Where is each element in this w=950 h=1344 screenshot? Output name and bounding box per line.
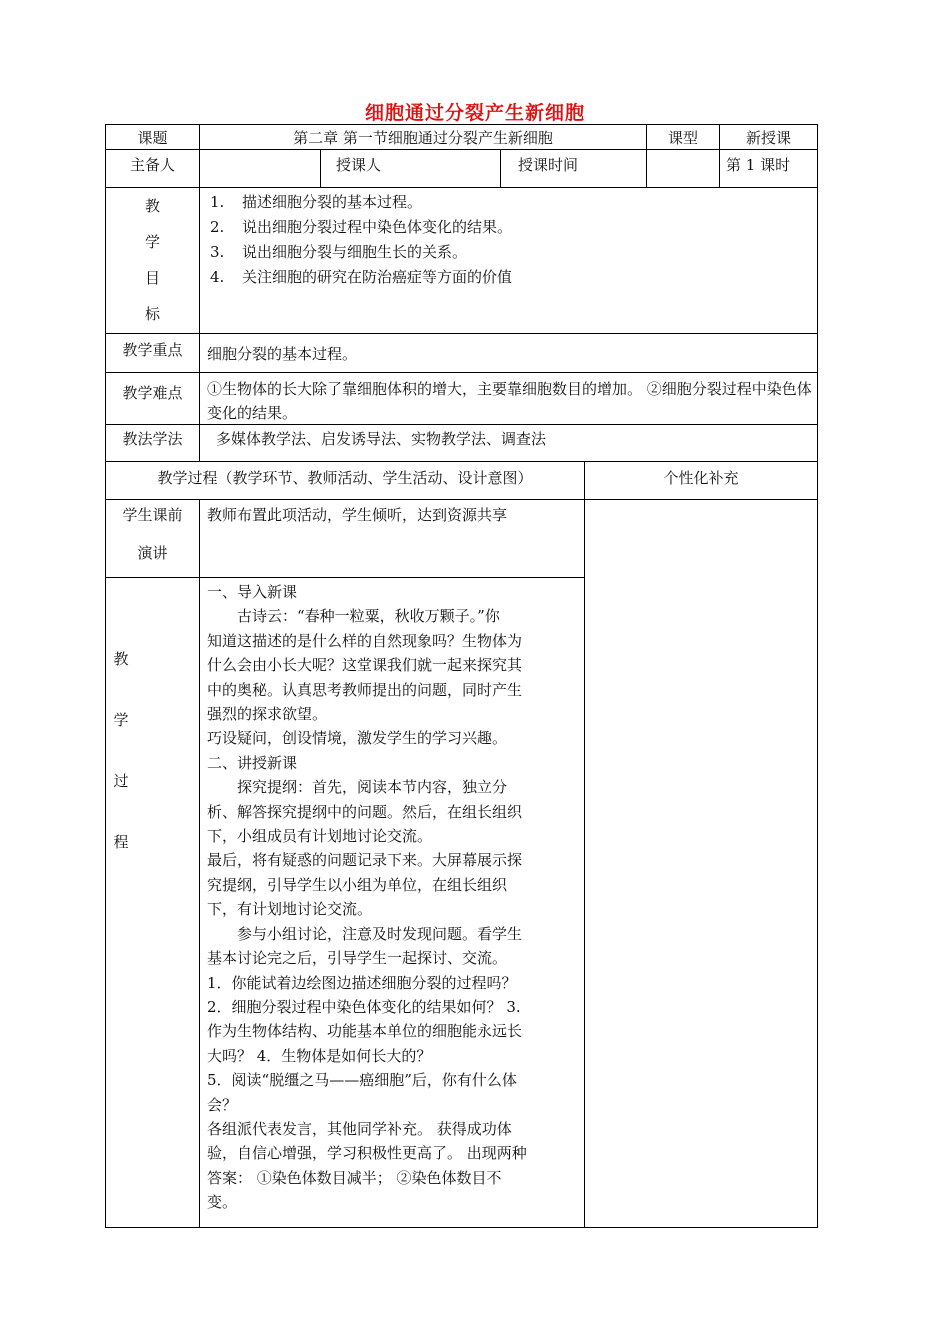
text-line: 二、讲授新课 [207,753,298,772]
objectives-list [210,190,810,290]
text-line: 1．你能试着边绘图边描述细胞分裂的过程吗？ [207,973,517,992]
preparer-label: 主备人 [129,156,175,174]
methods-label: 教法学法 [122,430,183,448]
text-line: 什么会由小长大呢？这堂课我们就一起来探究其 [207,656,523,675]
text-line: 基本讨论完之后，引导学生一起探讨、交流。 [207,949,508,968]
methods-text: 多媒体教学法、启发诱导法、实物教学法、调查法 [216,430,547,448]
process-label-char: 程 [113,833,129,851]
table-border [199,124,200,461]
table-border [584,461,585,1228]
pre-class-label [106,505,199,563]
text-line: 最后，将有疑惑的问题记录下来。大屏幕展示探 [207,851,523,870]
table-border [320,149,321,187]
difficulty-label: 教学难点 [122,384,183,402]
table-border [105,124,818,125]
text-line: 下，有计划地讨论交流。 [207,900,373,919]
text-line: 2．细胞分裂过程中染色体变化的结果如何？ 3. [207,997,521,1016]
table-border [105,372,818,373]
table-border [817,124,818,1228]
text-line: 析、解答探究提纲中的问题。然后，在组长组织 [207,802,523,821]
process-label-char: 过 [113,772,129,790]
list-item: 2. 说出细胞分裂过程中染色体变化的结果。 [210,218,513,236]
process-label [106,629,136,873]
table-border [105,577,584,578]
text-line: 巧设疑问，创设情境，激发学生的学习兴趣。 [207,729,508,748]
table-border [199,499,200,1228]
text-line: 探究提纲：首先，阅读本节内容，独立分 [237,778,508,797]
difficulty-text: ①生物体的长大除了靠细胞体积的增大，主要靠细胞数目的增加。 ②细胞分裂过程中染色体变化的结果。 [207,380,812,422]
pre-class-label-line: 演讲 [137,544,168,562]
teacher-label: 授课人 [336,156,382,174]
table-border [105,187,818,188]
text-line: 强烈的探求欲望。 [207,705,328,724]
type-value: 新授课 [745,129,791,147]
key-point-text: 细胞分裂的基本过程。 [207,345,358,363]
text-line: 作为生物体结构、功能基本单位的细胞能永远长 [207,1022,523,1041]
period-value: 第 1 课时 [726,156,791,174]
text-line: 一、导入新课 [207,583,298,601]
objectives-label-char: 目 [144,269,160,287]
topic-label: 课题 [137,129,168,147]
list-item: 4. 关注细胞的研究在防治癌症等方面的价值 [210,268,513,286]
table-border [105,1227,818,1228]
process-header: 教学过程（教学环节、教师活动、学生活动、设计意图） [157,469,533,487]
pre-class-label-line: 学生课前 [122,506,183,524]
objectives-label-char: 学 [144,233,160,251]
table-border [105,499,818,500]
pre-class-text: 教师布置此项活动，学生倾听，达到资源共享 [207,506,508,524]
text-line: 5．阅读“脱缰之马——癌细胞”后，你有什么体 [207,1071,517,1090]
text-line: 下，小组成员有计划地讨论交流。 [207,827,433,846]
text-line: 古诗云：“春种一粒粟，秋收万颗子。”你 [237,607,500,626]
supplement-header: 个性化补充 [663,469,739,487]
text-line: 究提纲，引导学生以小组为单位，在组长组织 [207,875,508,894]
table-border [105,461,818,462]
text-line: 验，自信心增强，学习积极性更高了。 出现两种 [207,1144,527,1163]
table-border [105,333,818,334]
text-line: 知道这描述的是什么样的自然现象吗？生物体为 [207,631,523,650]
objectives-label-char: 标 [144,305,160,323]
document-title: 细胞通过分裂产生新细胞 [364,102,585,124]
process-label-char: 教 [113,650,129,668]
text-line: 大吗？ 4．生物体是如何长大的？ [207,1046,432,1065]
text-line: 会？ [207,1095,238,1114]
text-line: 参与小组讨论，注意及时发现问题。看学生 [237,924,523,943]
type-label: 课型 [667,129,698,147]
text-line: 答案： ①染色体数目减半； ②染色体数目不 [207,1168,502,1187]
text-line: 变。 [207,1193,238,1212]
objectives-label [106,188,199,332]
objectives-label-char: 教 [144,197,160,215]
list-item: 1. 描述细胞分裂的基本过程。 [210,193,423,211]
list-item: 3. 说出细胞分裂与细胞生长的关系。 [210,243,468,261]
process-text [207,580,579,1215]
time-label: 授课时间 [518,156,579,174]
process-label-char: 学 [113,711,129,729]
text-line: 中的奥秘。认真思考教师提出的问题，同时产生 [207,680,523,699]
table-border [105,149,818,150]
text-line: 各组派代表发言，其他同学补充。 获得成功体 [207,1119,512,1138]
table-border [500,149,501,187]
topic-value: 第二章 第一节细胞通过分裂产生新细胞 [293,129,553,147]
key-point-label: 教学重点 [122,341,183,359]
